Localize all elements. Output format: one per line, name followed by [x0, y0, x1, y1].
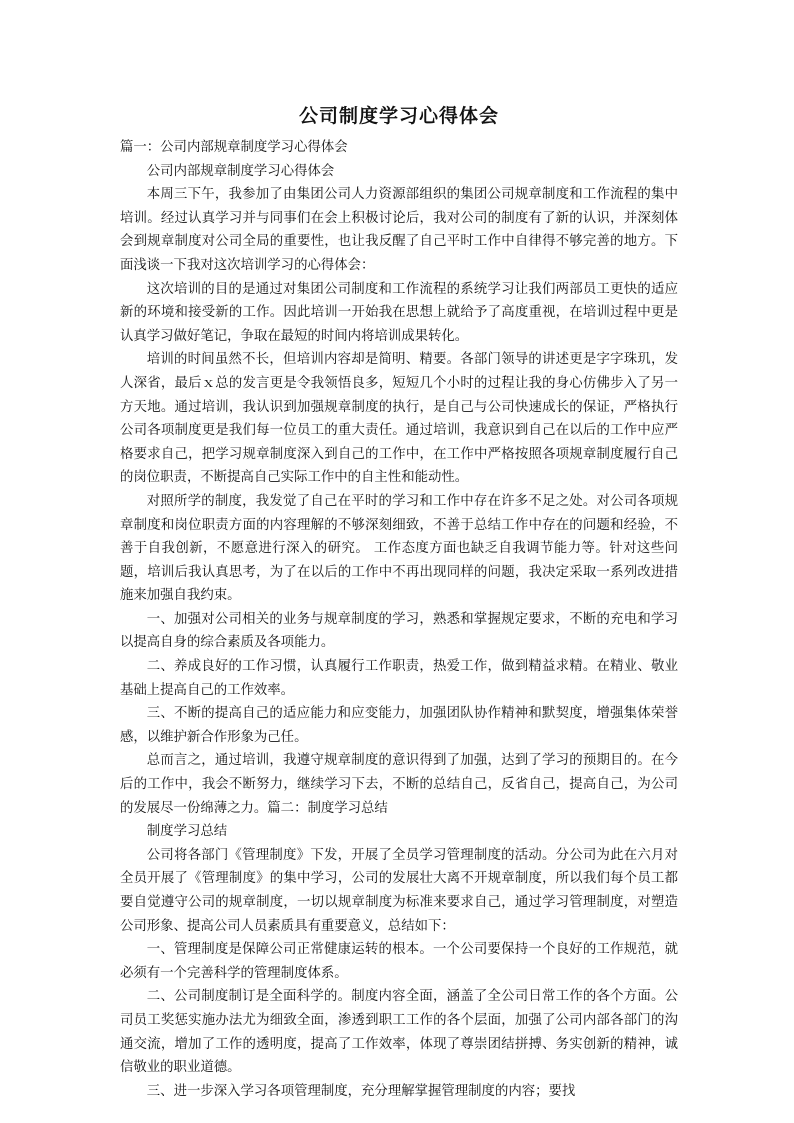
document-page	[120, 102, 678, 1103]
body-paragraph: 公司内部规章制度学习心得体会	[146, 163, 335, 179]
document-title: 公司制度学习心得体会	[298, 105, 499, 127]
body-paragraph: 公司将各部门《管理制度》下发，开展了全员学习管理制度的活动。分公司为此在六月对全员开展了《管理制度》的集中学习，公司的发展壮大离不开规章制度，所以我们每个员工都要自觉遵守公司的规章制度，一切以规章制度为标准来要求自己，通过学习管理制度，对塑造公司形象、提高公司人员素质具有重要意义，总结如下：	[120, 847, 678, 934]
body-paragraph: 一、加强对公司相关的业务与规章制度的学习，熟悉和掌握规定要求，不断的充电和学习以提高自身的综合素质及各项能力。	[120, 611, 678, 651]
document-body	[120, 136, 678, 1103]
body-paragraph: 这次培训的目的是通过对集团公司制度和工作流程的系统学习让我们两部员工更快的适应新的环境和接受新的工作。因此培训一开始我在思想上就给予了高度重视，在培训过程中更是认真学习做好笔记，争取在最短的时间内将培训成果转化。	[120, 281, 678, 344]
body-paragraph: 二、养成良好的工作习惯，认真履行工作职责，热爱工作，做到精益求精。在精业、敬业基础上提高自己的工作效率。	[120, 659, 678, 698]
body-paragraph: 培训的时间虽然不长，但培训内容却是简明、精要。各部门领导的讲述更是字字珠玑，发人深省，最后ｘ总的发言更是令我领悟良多，短短几个小时的过程让我的身心仿佛步入了另一方天地。通过培训，我认识到加强规章制度的执行，是自己与公司快速成长的保证，严格执行公司各项制度更是我们每一位员工的重大责任。通过培训，我意识到自己在以后的工作中应严格要求自己，把学习规章制度深入到自己的工作中，在工作中严格按照各项规章制度履行自己的岗位职责，不断提高自己实际工作中的自主性和能动性。	[120, 352, 678, 486]
body-paragraph: 本周三下午，我参加了由集团公司人力资源部组织的集团公司规章制度和工作流程的集中培训。经过认真学习并与同事们在会上积极讨论后，我对公司的制度有了新的认识，并深刻体会到规章制度对公司全局的重要性，也让我反醒了自己平时工作中自律得不够完善的地方。下面浅谈一下我对这次培训学习的心得体会：	[120, 187, 678, 273]
body-paragraph: 对照所学的制度，我发觉了自己在平时的学习和工作中存在许多不足之处。对公司各项规章制度和岗位职责方面的内容理解的不够深刻细致，不善于总结工作中存在的问题和经验，不善于自我创新，不愿意进行深入的研究。 工作态度方面也缺乏自我调节能力等。针对这些问题，培训后我认真思考，为了在以后的工作中不再出现同样的问题，我决定采取一系列改进措施来加强自我约束。	[120, 493, 678, 604]
body-paragraph: 制度学习总结	[146, 824, 228, 840]
body-paragraph: 三、进一步深入学习各项管理制度，充分理解掌握管理制度的内容；要找	[146, 1083, 576, 1099]
body-paragraph: 总而言之，通过培训，我遵守规章制度的意识得到了加强，达到了学习的预期目的。在今后的工作中，我会不断努力，继续学习下去，不断的总结自己，反省自己，提高自己，为公司的发展尽一份绵薄之力。篇二：制度学习总结	[120, 753, 678, 816]
body-paragraph: 二、公司制度制订是全面科学的。制度内容全面，涵盖了全公司日常工作的各个方面。公司员工奖惩实施办法尤为细致全面，渗透到职工工作的各个层面，加强了公司内部各部门的沟通交流，增加了工作的透明度，提高了工作效率，体现了尊崇团结拼搏、务实创新的精神，诚信敬业的职业道德。	[120, 989, 678, 1076]
body-paragraph: 三、不断的提高自己的适应能力和应变能力，加强团队协作精神和默契度，增强集体荣誉感，以维护新合作形象为己任。	[120, 706, 678, 745]
body-paragraph: 一、管理制度是保障公司正常健康运转的根本。一个公司要保持一个良好的工作规范，就必须有一个完善科学的管理制度体系。	[120, 942, 678, 981]
body-paragraph: 篇一：公司内部规章制度学习心得体会	[120, 140, 348, 155]
